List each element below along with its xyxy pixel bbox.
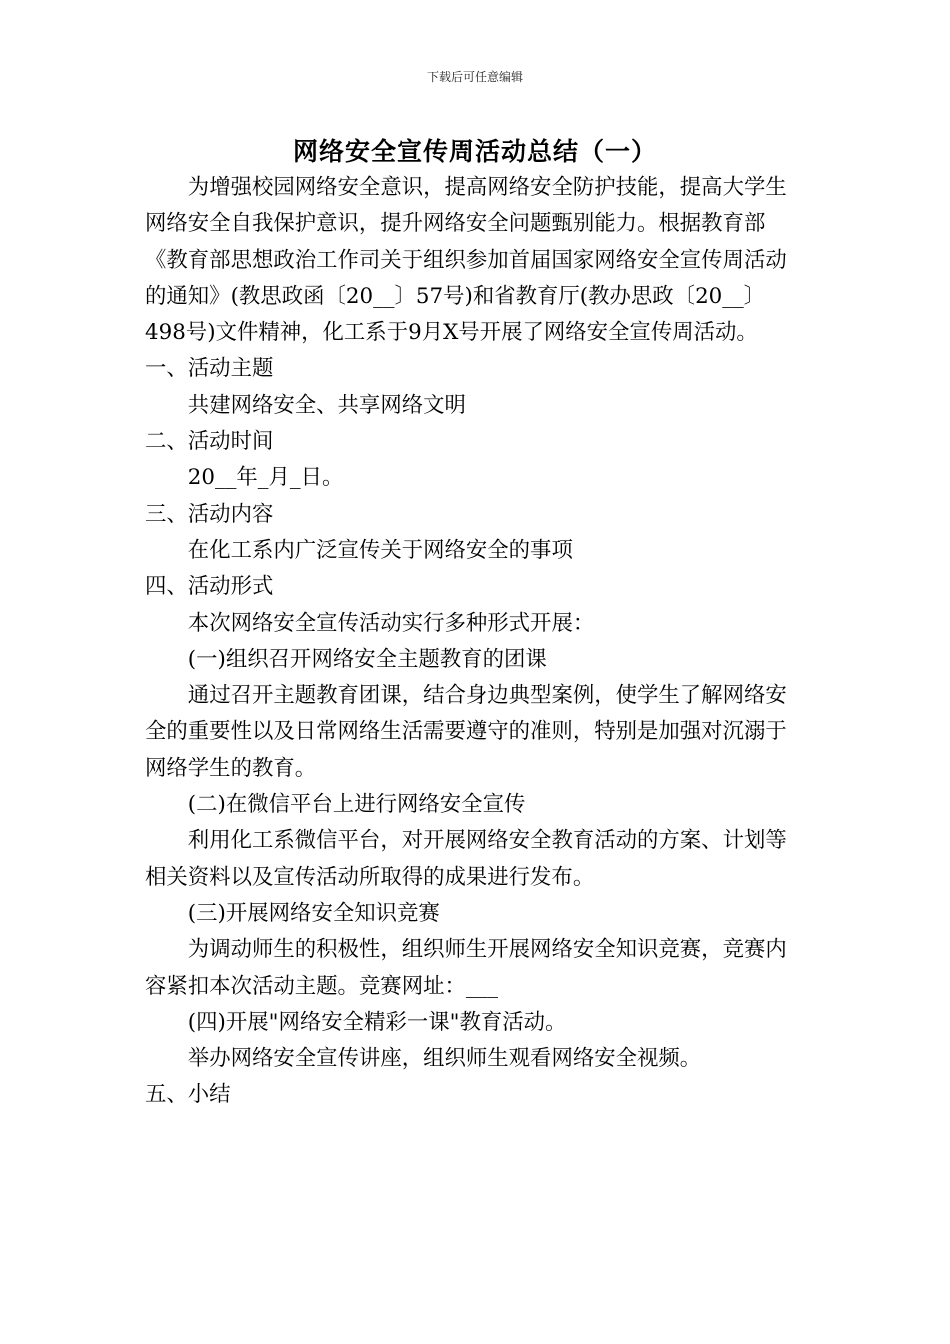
section-1-text: 共建网络安全、共享网络文明 [187, 392, 466, 418]
section-3-text: 在化工系内广泛宣传关于网络安全的事项 [187, 537, 573, 563]
section-4-item-1-title: (一)组织召开网络安全主题教育的团课 [187, 646, 547, 672]
intro-paragraph: 为增强校园网络安全意识，提高网络安全防护技能，提高大学生网络安全自我保护意识，提升网络安全问题甄别能力。根据教育部《教育部思想政治工作司关于组织参加首届国家网络安全宣传周活动的通知》(教思政函〔20__〕57号)和省教育厅(教办思政〔20__〕498号)文件精神，化工系于9月X号开展了网络安全宣传周活动。 [145, 175, 787, 346]
section-5-heading: 五、小结 [145, 1082, 231, 1108]
section-4-item-3-text: 为调动师生的积极性，组织师生开展网络安全知识竞赛，竞赛内容紧扣本次活动主题。竞赛网址：___ [145, 937, 787, 999]
section-4-item-2-text: 利用化工系微信平台，对开展网络安全教育活动的方案、计划等相关资料以及宣传活动所取得的成果进行发布。 [145, 828, 787, 890]
section-4-intro: 本次网络安全宣传活动实行多种形式开展： [187, 610, 595, 636]
section-2-text: 20__年_月_日。 [187, 465, 344, 491]
section-1-heading: 一、活动主题 [145, 356, 274, 382]
section-4-heading: 四、活动形式 [145, 574, 274, 600]
section-4-item-1-text: 通过召开主题教育团课，结合身边典型案例，使学生了解网络安全的重要性以及日常网络生活需要遵守的准则，特别是加强对沉溺于网络学生的教育。 [145, 683, 787, 781]
document-title: 网络安全宣传周活动总结（一） [292, 137, 657, 166]
header-note: 下载后可任意编辑 [426, 70, 523, 84]
section-3-heading: 三、活动内容 [145, 501, 274, 527]
section-4-item-4-title: (四)开展"网络安全精彩一课"教育活动。 [187, 1009, 567, 1035]
section-4-item-4-text: 举办网络安全宣传讲座，组织师生观看网络安全视频。 [187, 1046, 702, 1072]
document-body [145, 170, 795, 1114]
section-4-item-3-title: (三)开展网络安全知识竞赛 [187, 900, 440, 926]
section-4-item-2-title: (二)在微信平台上进行网络安全宣传 [187, 792, 526, 818]
section-2-heading: 二、活动时间 [145, 429, 274, 455]
